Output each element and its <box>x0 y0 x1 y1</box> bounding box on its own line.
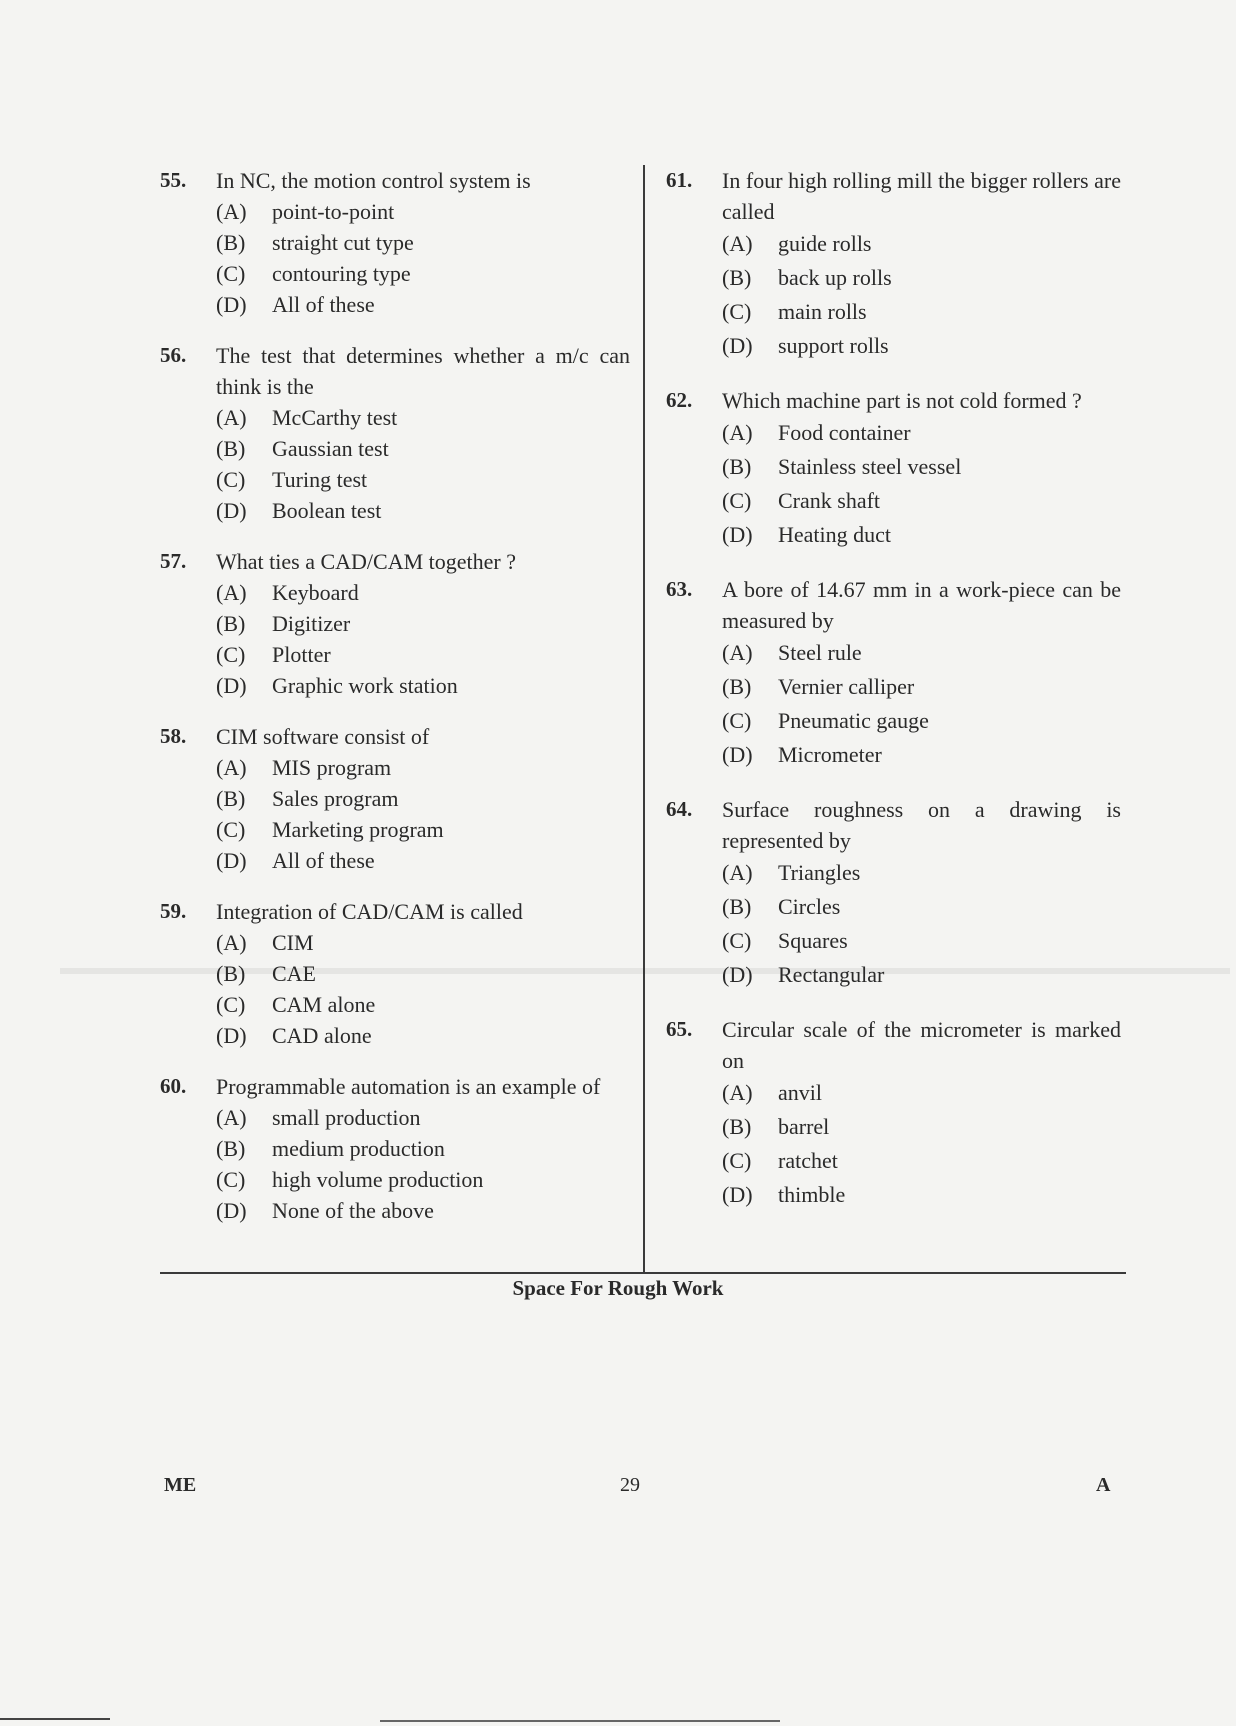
option-label: (D) <box>722 522 753 547</box>
option-text: None of the above <box>272 1198 434 1223</box>
question-number: 56. <box>160 343 187 367</box>
option <box>722 1076 1121 1110</box>
option-text: CIM <box>272 930 314 955</box>
option-label: (C) <box>216 1167 246 1192</box>
option <box>722 416 1121 450</box>
option <box>722 484 1121 518</box>
option-label: (C) <box>722 488 752 513</box>
option <box>216 402 630 433</box>
question-stem: What ties a CAD/CAM together ? <box>216 549 516 574</box>
option <box>216 258 630 289</box>
option-text: Gaussian test <box>272 436 389 461</box>
option-text: Graphic work station <box>272 673 458 698</box>
option-text: Circles <box>778 894 841 919</box>
question-number: 63. <box>666 577 693 601</box>
bottom-rule <box>160 1272 1126 1274</box>
option-text: Plotter <box>272 642 331 667</box>
question-stem: In four high rolling mill the bigger rollers are called <box>722 168 1121 224</box>
option-label: (D) <box>216 673 247 698</box>
option-label: (C) <box>216 467 246 492</box>
option-text: Heating duct <box>778 522 892 547</box>
option-label: (A) <box>722 420 753 445</box>
option-text: support rolls <box>778 333 889 358</box>
option-label: (D) <box>722 742 753 767</box>
option-label: (A) <box>722 231 753 256</box>
question-stem: In NC, the motion control system is <box>216 168 531 193</box>
option <box>216 783 630 814</box>
option <box>216 196 630 227</box>
question-64 <box>666 794 1121 992</box>
option-label: (A) <box>216 755 247 780</box>
option <box>216 1195 630 1226</box>
option-text: high volume production <box>272 1167 484 1192</box>
option-label: (A) <box>216 580 247 605</box>
question-56 <box>160 340 630 526</box>
question-number: 64. <box>666 797 693 821</box>
option <box>722 261 1121 295</box>
option <box>216 814 630 845</box>
option-label: (D) <box>216 292 247 317</box>
option-label: (D) <box>216 1023 247 1048</box>
option <box>216 464 630 495</box>
option-text: Turing test <box>272 467 368 492</box>
option <box>216 495 630 526</box>
option-label: (C) <box>722 708 752 733</box>
question-number: 65. <box>666 1017 693 1041</box>
option-text: Boolean test <box>272 498 382 523</box>
question-62 <box>666 385 1121 552</box>
option-text: thimble <box>778 1182 846 1207</box>
right-column <box>666 165 1121 1234</box>
option-label: (B) <box>216 786 246 811</box>
option-text: CAD alone <box>272 1023 372 1048</box>
option <box>722 704 1121 738</box>
option-text: main rolls <box>778 299 867 324</box>
option <box>722 450 1121 484</box>
option-label: (C) <box>216 642 246 667</box>
question-55 <box>160 165 630 320</box>
option-label: (A) <box>216 1105 247 1130</box>
question-63 <box>666 574 1121 772</box>
option-text: anvil <box>778 1080 822 1105</box>
option-label: (A) <box>722 640 753 665</box>
option <box>216 1133 630 1164</box>
option-label: (B) <box>722 1114 752 1139</box>
option-label: (C) <box>722 928 752 953</box>
option-label: (B) <box>216 611 246 636</box>
footer-page-number: 29 <box>620 1474 640 1496</box>
option-label: (A) <box>722 1080 753 1105</box>
option-text: Vernier calliper <box>778 674 915 699</box>
option-label: (C) <box>216 992 246 1017</box>
option <box>216 1102 630 1133</box>
option-text: McCarthy test <box>272 405 398 430</box>
question-stem: Which machine part is not cold formed ? <box>722 388 1082 413</box>
option-label: (B) <box>216 961 246 986</box>
option-text: All of these <box>272 292 375 317</box>
option-label: (B) <box>216 230 246 255</box>
option <box>722 738 1121 772</box>
question-stem: CIM software consist of <box>216 724 430 749</box>
option <box>722 636 1121 670</box>
column-divider <box>643 165 645 1272</box>
option <box>216 1164 630 1195</box>
option-label: (A) <box>216 405 247 430</box>
option-label: (C) <box>722 299 752 324</box>
option-text: Micrometer <box>778 742 882 767</box>
option <box>216 958 630 989</box>
option-text: CAE <box>272 961 316 986</box>
option-text: Pneumatic gauge <box>778 708 929 733</box>
option-label: (A) <box>216 930 247 955</box>
option <box>722 670 1121 704</box>
option-label: (C) <box>216 261 246 286</box>
option-text: medium production <box>272 1136 445 1161</box>
option-text: Sales program <box>272 786 399 811</box>
question-58 <box>160 721 630 876</box>
option <box>722 1178 1121 1212</box>
question-number: 57. <box>160 549 187 573</box>
option <box>216 845 630 876</box>
option <box>216 433 630 464</box>
option <box>216 927 630 958</box>
option <box>722 227 1121 261</box>
option-label: (D) <box>216 848 247 873</box>
question-number: 61. <box>666 168 693 192</box>
question-number: 60. <box>160 1074 187 1098</box>
option <box>722 295 1121 329</box>
option <box>722 958 1121 992</box>
option-text: straight cut type <box>272 230 414 255</box>
question-stem: Integration of CAD/CAM is called <box>216 899 523 924</box>
question-stem: The test that determines whether a m/c can think is the <box>216 343 630 399</box>
question-57 <box>160 546 630 701</box>
option-text: Steel rule <box>778 640 862 665</box>
option-label: (D) <box>216 498 247 523</box>
option-text: Digitizer <box>272 611 351 636</box>
option <box>216 670 630 701</box>
option <box>722 890 1121 924</box>
question-number: 59. <box>160 899 187 923</box>
option-text: CAM alone <box>272 992 376 1017</box>
option <box>722 1144 1121 1178</box>
question-number: 62. <box>666 388 693 412</box>
question-number: 55. <box>160 168 187 192</box>
option-text: Triangles <box>778 860 861 885</box>
option-label: (D) <box>216 1198 247 1223</box>
left-column <box>160 165 630 1246</box>
option-text: barrel <box>778 1114 830 1139</box>
option <box>722 856 1121 890</box>
option-label: (D) <box>722 333 753 358</box>
option-text: Food container <box>778 420 911 445</box>
option-label: (D) <box>722 1182 753 1207</box>
option-text: Keyboard <box>272 580 359 605</box>
option-label: (B) <box>722 454 752 479</box>
scan-edge-line <box>380 1720 780 1722</box>
option <box>216 577 630 608</box>
option <box>216 1020 630 1051</box>
option <box>216 752 630 783</box>
option-text: Crank shaft <box>778 488 881 513</box>
question-stem: Circular scale of the micrometer is marked on <box>722 1017 1121 1073</box>
option-text: back up rolls <box>778 265 892 290</box>
footer-series: A <box>1096 1474 1111 1496</box>
option-text: Stainless steel vessel <box>778 454 962 479</box>
option <box>722 924 1121 958</box>
option <box>216 289 630 320</box>
footer-subject-code: ME <box>164 1474 197 1496</box>
option <box>216 989 630 1020</box>
option-label: (B) <box>722 265 752 290</box>
option <box>722 329 1121 363</box>
option <box>216 227 630 258</box>
option-text: Marketing program <box>272 817 444 842</box>
option-text: MIS program <box>272 755 392 780</box>
question-stem: Programmable automation is an example of <box>216 1074 601 1099</box>
option-label: (D) <box>722 962 753 987</box>
option-text: Squares <box>778 928 848 953</box>
option-label: (C) <box>722 1148 752 1173</box>
option <box>722 1110 1121 1144</box>
option-text: guide rolls <box>778 231 872 256</box>
question-stem: A bore of 14.67 mm in a work-piece can be measured by <box>722 577 1121 633</box>
option-text: ratchet <box>778 1148 838 1173</box>
option <box>216 608 630 639</box>
option-text: small production <box>272 1105 421 1130</box>
question-number: 58. <box>160 724 187 748</box>
option-label: (B) <box>722 674 752 699</box>
option-label: (B) <box>216 1136 246 1161</box>
option-label: (A) <box>722 860 753 885</box>
question-61 <box>666 165 1121 363</box>
question-59 <box>160 896 630 1051</box>
question-65 <box>666 1014 1121 1212</box>
option <box>722 518 1121 552</box>
question-60 <box>160 1071 630 1226</box>
option-label: (B) <box>216 436 246 461</box>
option-label: (B) <box>722 894 752 919</box>
option-label: (A) <box>216 199 247 224</box>
question-stem: Surface roughness on a drawing is represented by <box>722 797 1121 853</box>
option-text: contouring type <box>272 261 411 286</box>
option-text: All of these <box>272 848 375 873</box>
scan-edge-mark <box>0 1718 110 1720</box>
rough-work-label: Space For Rough Work <box>512 1276 724 1300</box>
option-text: point-to-point <box>272 199 395 224</box>
option-label: (C) <box>216 817 246 842</box>
option <box>216 639 630 670</box>
option-text: Rectangular <box>778 962 885 987</box>
